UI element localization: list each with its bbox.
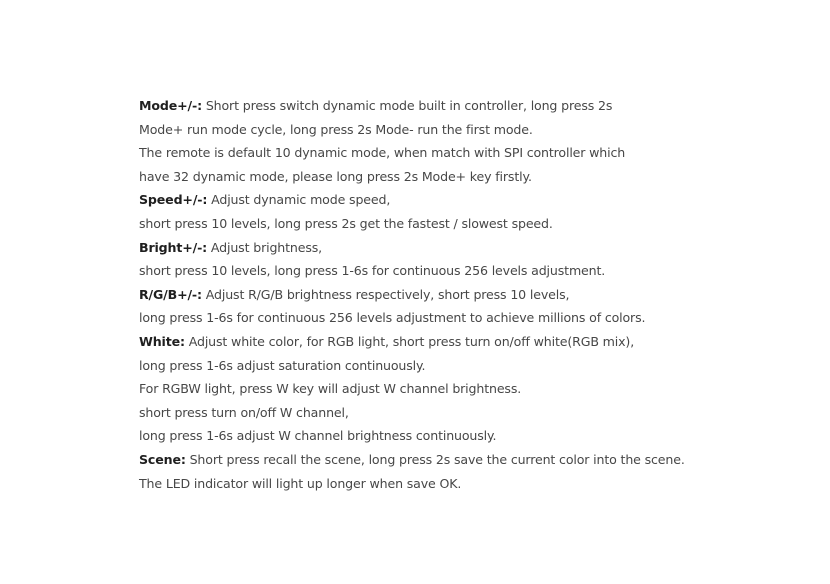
mode-description: Short press switch dynamic mode built in controller, long press 2s bbox=[201, 98, 613, 113]
white-line-5 bbox=[139, 424, 819, 448]
white-term: White: bbox=[139, 333, 185, 349]
scene-line-1 bbox=[139, 448, 819, 472]
white-line-2 bbox=[139, 354, 819, 378]
instructions-text-block bbox=[139, 94, 819, 495]
white-line-3 bbox=[139, 377, 819, 401]
bright-description-cont: short press 10 levels, long press 1-6s for continuous 256 levels adjustment. bbox=[139, 263, 606, 279]
rgb-description: Adjust R/G/B brightness respectively, short press 10 levels, bbox=[201, 286, 570, 302]
white-description-cont: For RGBW light, press W key will adjust W channel brightness. bbox=[139, 381, 522, 397]
speed-term: Speed+/-: bbox=[139, 192, 208, 208]
speed-line-2 bbox=[139, 212, 819, 236]
scene-term: Scene: bbox=[139, 451, 186, 467]
bright-description: Adjust brightness, bbox=[207, 239, 323, 255]
mode-description-cont: have 32 dynamic mode, please long press 2s Mode+ key firstly. bbox=[139, 168, 532, 184]
mode-line-2 bbox=[139, 118, 819, 142]
rgb-description-cont: long press 1-6s for continuous 256 levels adjustment to achieve millions of colors. bbox=[139, 310, 646, 326]
mode-description-cont: The remote is default 10 dynamic mode, when match with SPI controller which bbox=[139, 145, 626, 161]
mode-term: Mode+/-: bbox=[139, 98, 202, 113]
white-description: Adjust white color, for RGB light, short press turn on/off white(RGB mix), bbox=[184, 333, 635, 349]
rgb-line-1 bbox=[139, 283, 819, 307]
mode-line-4 bbox=[139, 165, 819, 189]
scene-description-cont: The LED indicator will light up longer when save OK. bbox=[139, 475, 462, 491]
speed-line-1 bbox=[139, 188, 819, 212]
bright-line-1 bbox=[139, 236, 819, 260]
bright-term: Bright+/-: bbox=[139, 239, 208, 255]
rgb-term: R/G/B+/-: bbox=[139, 286, 202, 302]
mode-line-3 bbox=[139, 141, 819, 165]
speed-description-cont: short press 10 levels, long press 2s get the fastest / slowest speed. bbox=[139, 215, 553, 231]
scene-line-2 bbox=[139, 472, 819, 496]
rgb-line-2 bbox=[139, 306, 819, 330]
white-description-cont: long press 1-6s adjust saturation continuously. bbox=[139, 357, 426, 373]
white-description-cont: short press turn on/off W channel, bbox=[139, 404, 349, 420]
white-line-4 bbox=[139, 401, 819, 425]
bright-line-2 bbox=[139, 259, 819, 283]
mode-description-cont: Mode+ run mode cycle, long press 2s Mode- run the first mode. bbox=[139, 121, 533, 137]
scene-description: Short press recall the scene, long press 2s save the current color into the scene. bbox=[185, 451, 685, 467]
mode-line-1 bbox=[139, 94, 819, 118]
speed-description: Adjust dynamic mode speed, bbox=[207, 192, 391, 208]
white-description-cont: long press 1-6s adjust W channel brightness continuously. bbox=[139, 428, 497, 444]
white-line-1 bbox=[139, 330, 819, 354]
